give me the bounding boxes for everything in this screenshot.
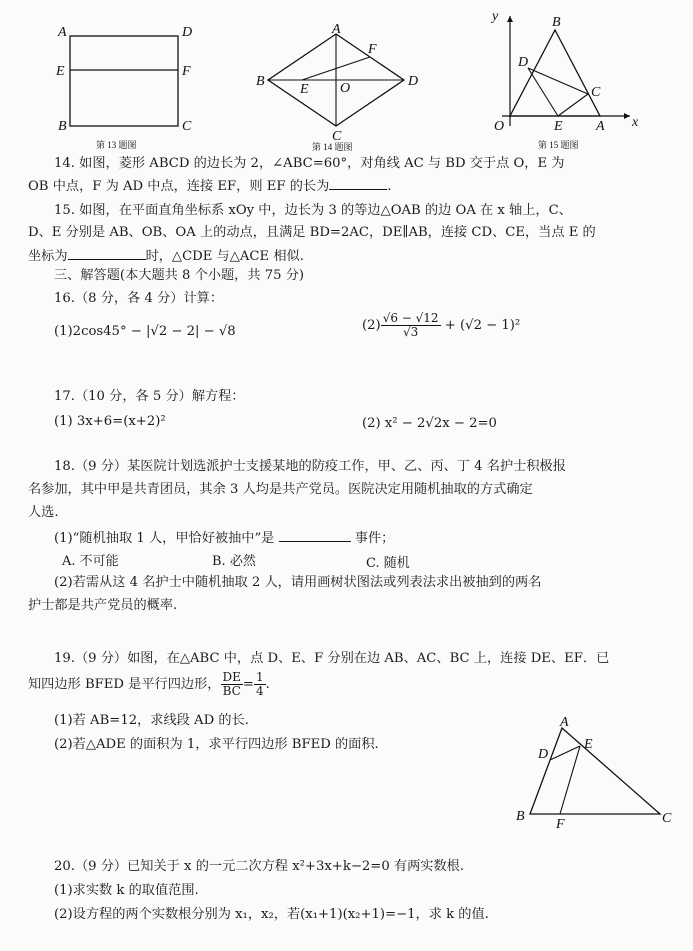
label-d: D	[182, 25, 193, 40]
label-a: A	[58, 25, 67, 40]
q17-part2: (2) x² − 2√2x − 2=0	[362, 416, 497, 431]
q19-frac1-denominator: BC	[222, 684, 241, 698]
q19-frac2-numerator: 1	[255, 670, 264, 684]
q16-frac-numerator: √6 − √12	[382, 311, 439, 325]
figure-19-svg	[510, 715, 680, 832]
q15-line3-b: 时，△CDE 与△ACE 相似.	[145, 249, 304, 264]
q18-line1: 18.（9 分）某医院计划选派护士支援某地的防疫工作，甲、乙、丙、丁 4 名护士积极报	[54, 459, 566, 474]
q19-fraction-de-bc	[221, 671, 243, 698]
label-x: x	[632, 115, 639, 130]
label-d: D	[518, 55, 529, 70]
label-o: O	[340, 81, 351, 96]
label-c: C	[332, 129, 342, 144]
q19-line2	[28, 670, 677, 700]
label-a: A	[596, 119, 605, 134]
label-a: A	[560, 715, 569, 730]
figure-14-caption: 第 14 题图	[312, 142, 353, 152]
q18-option-b[interactable]: B. 必然	[212, 554, 256, 569]
q19-fraction-one-quarter	[254, 671, 266, 698]
figure-19	[510, 715, 680, 832]
figure-14-svg	[252, 22, 432, 152]
label-b: B	[516, 809, 525, 824]
label-f: F	[182, 64, 191, 79]
q14-line2-text: OB 中点，F 为 AD 中点，连接 EF，则 EF 的长为	[28, 179, 330, 194]
label-b: B	[256, 74, 265, 89]
q16-part2-fraction	[381, 312, 441, 339]
q18-option-c[interactable]: C. 随机	[366, 556, 410, 571]
y-axis-arrow	[507, 16, 513, 22]
label-e: E	[56, 64, 65, 79]
q18-sub1	[54, 528, 677, 548]
x-axis-arrow	[624, 113, 630, 119]
q19-sub2: (2)若△ADE 的面积为 1，求平行四边形 BFED 的面积.	[54, 737, 379, 752]
q16-frac-denominator: √3	[402, 325, 419, 339]
figure-13-svg	[52, 24, 202, 152]
q19-frac2-denominator: 4	[255, 684, 264, 698]
q19-line2-end: .	[265, 677, 270, 692]
q19-line2-a: 知四边形 BFED 是平行四边形，	[28, 677, 221, 692]
q14-line1: 14. 如图，菱形 ABCD 的边长为 2，∠ABC=60°，对角线 AC 与 BD 交于点 O，E 为	[54, 156, 565, 171]
q16-part2	[362, 312, 520, 339]
label-c: C	[591, 85, 601, 100]
q15-line1: 15. 如图，在平面直角坐标系 xOy 中，边长为 3 的等边△OAB 的边 OA 在 x 轴上，C、	[54, 203, 572, 218]
section-3-heading: 三、解答题(本大题共 8 个小题，共 75 分)	[54, 268, 305, 283]
q18-sub2-b: 护士都是共产党员的概率.	[28, 598, 178, 613]
q19-sub1: (1)若 AB=12，求线段 AD 的长.	[54, 713, 249, 728]
rectangle-abcd	[70, 36, 178, 126]
label-c: C	[182, 119, 192, 134]
q16-part2-prefix: (2)	[362, 318, 381, 333]
figure-15-caption: 第 15 题图	[538, 140, 579, 150]
q19-equals: =	[242, 677, 254, 692]
q15-line2: D、E 分别是 AB、OB、OA 上的动点，且满足 BD=2AC，DE∥AB，连接 CD、CE，当点 E 的	[28, 225, 596, 240]
q15-line3-a: 坐标为	[28, 249, 68, 264]
label-d: D	[408, 74, 419, 89]
q18-line2: 名参加，其中甲是共青团员，其余 3 人均是共产党员。医院决定用随机抽取的方式确定	[28, 482, 533, 497]
q18-option-a[interactable]: A. 不可能	[62, 554, 119, 569]
q16-stem: 16.（8 分，各 4 分）计算：	[54, 291, 224, 306]
figure-13	[52, 24, 202, 152]
q20-sub2: (2)设方程的两个实数根分别为 x₁，x₂，若(x₁+1)(x₂+1)=−1，求 k 的值.	[54, 907, 489, 922]
label-e: E	[584, 737, 593, 752]
triangle-abc	[530, 728, 660, 814]
label-o: O	[494, 119, 505, 134]
label-f: F	[368, 42, 377, 57]
label-e: E	[554, 119, 563, 134]
label-e: E	[300, 82, 309, 97]
label-c: C	[662, 811, 672, 826]
segment-cd	[528, 68, 588, 94]
label-b: B	[552, 15, 561, 30]
segment-de	[528, 68, 558, 116]
q18-sub2-a: (2)若需从这 4 名护士中随机抽取 2 人，请用画树状图法或列表法求出被抽到的两名	[54, 575, 542, 590]
label-y: y	[492, 9, 499, 24]
q14-answer-blank[interactable]	[329, 176, 387, 190]
q16-part1: (1)2cos45° − |√2 − 2| − √8	[54, 324, 236, 339]
q19-frac1-numerator: DE	[222, 670, 241, 684]
label-f: F	[556, 817, 565, 832]
triangle-oab	[510, 30, 600, 116]
label-d: D	[538, 747, 549, 762]
q20-sub1: (1)求实数 k 的取值范围.	[54, 883, 199, 898]
figure-14	[252, 22, 432, 152]
q16-part2-suffix: + (√2 − 1)²	[444, 318, 521, 333]
q17-part1: (1) 3x+6=(x+2)²	[54, 414, 166, 429]
label-b: B	[58, 119, 67, 134]
q18-sub1-b: 事件；	[354, 531, 395, 546]
q17-stem: 17.（10 分，各 5 分）解方程：	[54, 389, 245, 404]
q19-line1: 19.（9 分）如图，在△ABC 中，点 D、E、F 分别在边 AB、AC、BC 上，连接 DE、EF．已	[54, 651, 610, 666]
figure-13-caption: 第 13 题图	[96, 140, 137, 150]
figure-15-svg	[480, 8, 650, 152]
segment-ce	[558, 94, 588, 116]
q15-line3	[28, 246, 677, 266]
q20-line1: 20.（9 分）已知关于 x 的一元二次方程 x²+3x+k−2=0 有两实数根.	[54, 859, 465, 874]
q14-end: .	[387, 179, 392, 194]
q15-answer-blank[interactable]	[68, 246, 146, 260]
q18-line3: 人选.	[28, 505, 59, 520]
q18-answer-blank[interactable]	[279, 528, 351, 542]
q14-line2	[28, 176, 677, 196]
figure-15	[480, 8, 650, 152]
label-a: A	[332, 22, 341, 37]
segment-ef	[560, 746, 580, 814]
q18-sub1-a: (1)“随机抽取 1 人，甲恰好被抽中”是	[54, 531, 275, 546]
